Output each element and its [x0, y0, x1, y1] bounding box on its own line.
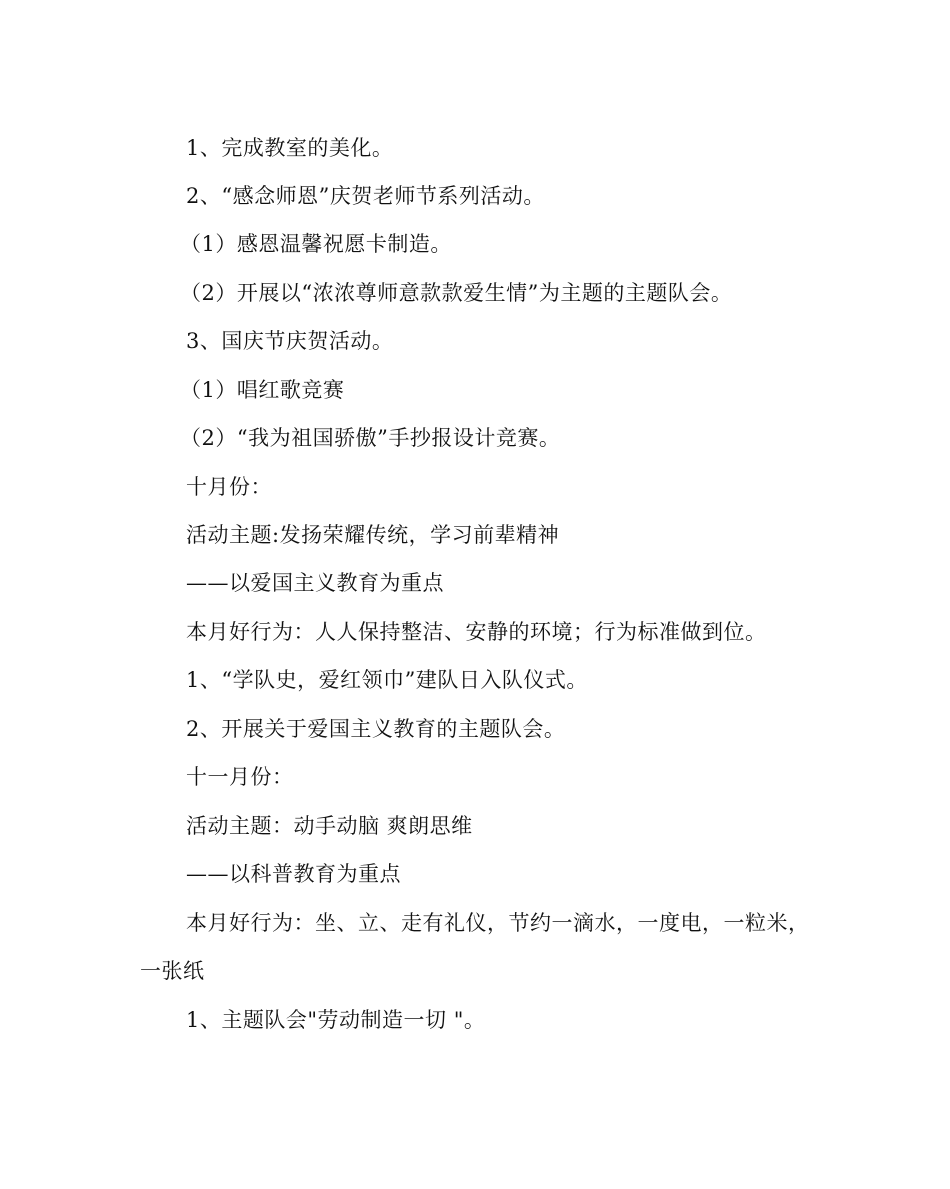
section-heading: 十一月份： [186, 765, 294, 789]
activity-focus: ——以科普教育为重点 [186, 862, 401, 886]
list-item: 2、“感念师恩”庆贺老师节系列活动。 [186, 184, 545, 208]
list-item: 1、主题队会"劳动制造一切 "。 [186, 1008, 486, 1032]
list-item: 3、国庆节庆贺活动。 [186, 329, 394, 353]
monthly-behavior: 本月好行为：人人保持整洁、安静的环境；行为标准做到位。 [186, 620, 767, 644]
list-item: （1）感恩温馨祝愿卡制造。 [180, 232, 452, 256]
section-heading: 十月份： [186, 475, 272, 499]
list-item: 1、完成教室的美化。 [186, 136, 394, 160]
list-item: 1、“学队史，爱红领巾”建队日入队仪式。 [186, 668, 588, 692]
monthly-behavior-continued: 一张纸 [140, 959, 205, 983]
monthly-behavior: 本月好行为：坐、立、走有礼仪，节约一滴水，一度电，一粒米， [186, 911, 810, 935]
activity-focus: ——以爱国主义教育为重点 [186, 571, 444, 595]
list-item: （1）唱红歌竞赛 [180, 378, 345, 402]
list-item: 2、开展关于爱国主义教育的主题队会。 [186, 717, 566, 741]
activity-theme: 活动主题：动手动脑 爽朗思维 [186, 814, 473, 838]
activity-theme: 活动主题:发扬荣耀传统，学习前辈精神 [186, 523, 560, 547]
list-item: （2）开展以“浓浓尊师意款款爱生情”为主题的主题队会。 [180, 281, 733, 305]
list-item: （2）“我为祖国骄傲”手抄报设计竞赛。 [180, 426, 561, 450]
